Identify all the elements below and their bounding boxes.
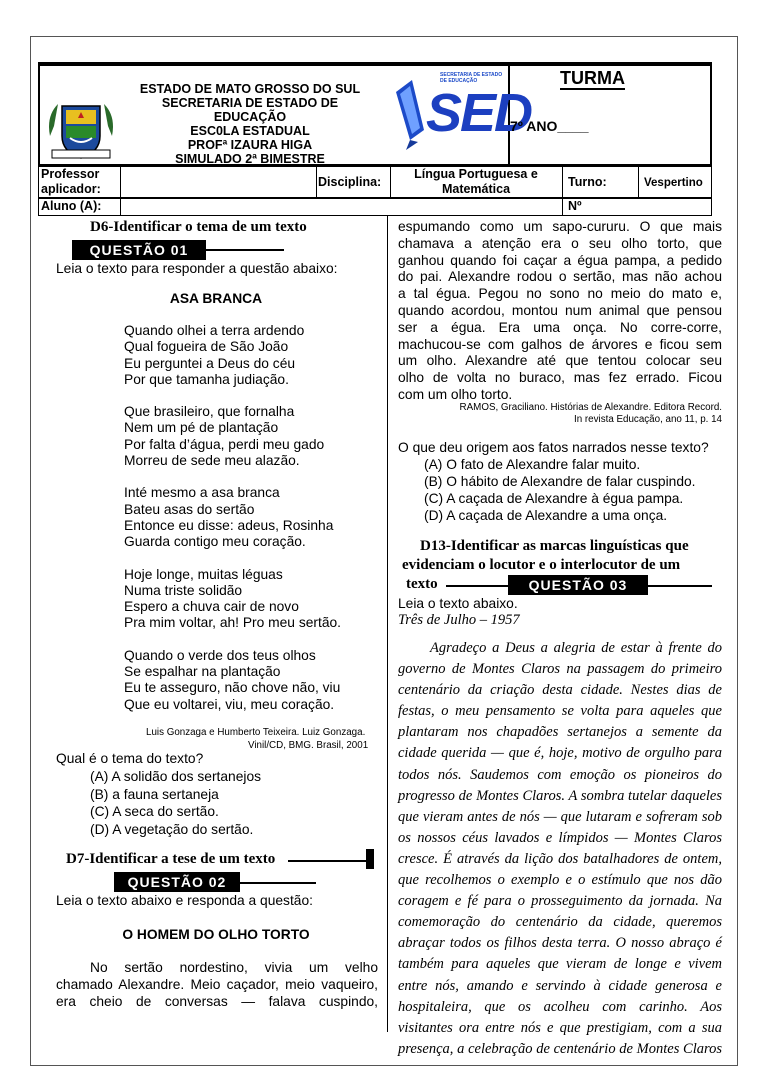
poem-source-2: Vinil/CD, BMG. Brasil, 2001 <box>248 740 369 751</box>
speech-line: cresce. É através da lição dos batalhadores de ontem, <box>398 850 722 867</box>
speech-line: hospitaleira, que os acolheu com carinho. Aos <box>398 998 722 1015</box>
poem-line: Guarda contigo meu coração. <box>124 534 306 550</box>
q2-question: O que deu origem aos fatos narrados nesse texto? <box>398 440 709 455</box>
poem-line: Nem um pé de plantação <box>124 420 279 436</box>
speech-line: festas, o meu pensamento se volta para aqueles que <box>398 703 722 720</box>
question-03-rule-right <box>648 585 712 587</box>
question-03-rule-left <box>446 585 508 587</box>
q1-option-a[interactable]: (A) A solidão dos sertanejos <box>90 769 262 784</box>
info-divider <box>562 166 563 198</box>
q1-instruction: Leia o texto para responder a questão abaixo: <box>56 261 338 276</box>
poem-line: Por que tamanha judiação. <box>124 371 289 387</box>
institution-line: ESC0LA ESTADUAL <box>190 124 310 138</box>
q2-option-c[interactable]: (C) A caçada de Alexandre à égua pampa. <box>424 491 684 506</box>
q2-option-b[interactable]: (B) O hábito de Alexandre de falar cuspindo. <box>424 474 696 489</box>
skill-d13-line3: texto <box>406 576 438 592</box>
speech-line: Agradeço a Deus a alegria de estar à frente do <box>430 640 722 656</box>
poem-line: Por falta d’água, perdi meu gado <box>124 436 325 452</box>
story-line: era cheio de conversas — falava cuspindo, <box>56 994 378 1009</box>
skill-d7-rule <box>288 860 368 862</box>
speech-line: abraçar todos os filhos desta terra. O nosso abraço é <box>398 935 722 952</box>
disciplina-value: Língua Portuguesa e Matemática <box>414 167 538 196</box>
poem-line: Morreu de sede meu alazão. <box>124 453 300 469</box>
sed-logo-text: SED <box>426 83 532 143</box>
question-01-rule <box>206 249 284 251</box>
story-line: olho de volta no buraco, mas fez errado. Ficou <box>398 370 722 386</box>
question-02-badge: QUESTÃO 02 <box>114 872 240 892</box>
skill-d13-line1: D13-Identificar as marcas linguísticas que <box>420 538 689 554</box>
poem-line: Que brasileiro, que fornalha <box>124 404 295 420</box>
aluno-divider <box>562 198 563 216</box>
speech-line: progresso de Montes Claros. A sombra tutelar daqueles <box>398 787 722 804</box>
question-01-badge: QUESTÃO 01 <box>72 240 206 260</box>
question-02-rule <box>240 882 316 884</box>
poem-line: Se espalhar na plantação <box>124 664 281 680</box>
poem-line: Quando o verde dos teus olhos <box>124 647 316 663</box>
aluno-field[interactable] <box>122 200 560 214</box>
poem <box>124 323 341 713</box>
column-divider <box>387 216 388 1032</box>
story-line: machucou-se com galhos de árvores e ficou sem <box>398 336 722 352</box>
story-line: No sertão nordestino, vivia um velho <box>90 960 378 975</box>
poem-line: Espero a chuva cair de novo <box>124 599 299 615</box>
q3-instruction: Leia o texto abaixo. <box>398 596 518 611</box>
speech-line: todos nós. Saudemos com emoção os pioneiros do <box>398 766 722 783</box>
story-left <box>56 959 378 1010</box>
disciplina-label: Disciplina: <box>318 175 382 189</box>
speech-line: entre nós, amando e servindo à cidade generosa e <box>398 977 722 994</box>
sed-logo-caption: SECRETARIA DE ESTADO DE EDUCAÇÃO <box>440 72 503 84</box>
poem-line: Eu perguntei a Deus do céu <box>124 355 296 371</box>
professor-label: Professor aplicador: <box>41 167 101 196</box>
story-line: ganhou quando foi caçar a égua pampa, a pedido <box>398 252 722 268</box>
story-line: ser a égua. Era uma onça. No corre-corre, <box>398 319 722 335</box>
poem-line: Bateu asas do sertão <box>124 501 255 517</box>
story-title: O HOMEM DO OLHO TORTO <box>122 927 310 942</box>
poem-source-1: Luis Gonzaga e Humberto Teixeira. Luiz Gonzaga. <box>146 727 366 738</box>
speech-line: centenário da criação desta cidade. Nestes dias de <box>398 682 722 699</box>
poem-title: ASA BRANCA <box>169 291 263 306</box>
story-line: espumando como um sapo-cururu. O que mais <box>398 219 722 234</box>
story-line: quando acordou, montou num animal que pensou <box>398 302 722 318</box>
numero-label: Nº <box>568 199 582 213</box>
institution-line: PROFª IZAURA HIGA <box>187 138 313 152</box>
poem-line: Hoje longe, muitas léguas <box>124 566 283 582</box>
skill-d13-line2: evidenciam o locutor e o interlocutor de um <box>402 557 681 573</box>
q2-option-a[interactable]: (A) O fato de Alexandre falar muito. <box>424 457 641 472</box>
poem-line: Inté mesmo a asa branca <box>124 485 280 501</box>
professor-field[interactable] <box>122 168 314 196</box>
speech-line: coragem e fé para o prosseguimento da jornada. Na <box>398 893 722 910</box>
q3-title: Três de Julho – 1957 <box>398 612 520 628</box>
speech-line: presença, a celebração de centenário de Montes Claros <box>398 1040 722 1057</box>
speech-line: plantaram nos chapadões sertanejos a semente da <box>398 724 722 741</box>
skill-d6: D6-Identificar o tema de um texto <box>90 219 307 235</box>
poem-line: Eu te asseguro, não chove não, viu <box>124 680 341 696</box>
story-source-1: RAMOS, Graciliano. Histórias de Alexandre. Editora Record. <box>459 402 722 413</box>
speech-line: que vieram antes de nós — que lutaram e sofreram sob <box>398 808 722 825</box>
q1-options <box>90 768 261 838</box>
speech-line: governo de Montes Claros na passagem do primeiro <box>398 661 722 678</box>
story-line: chamava a atenção era o seu olho torto, que <box>398 235 722 251</box>
info-divider <box>120 166 121 198</box>
story-source-2: In revista Educação, ano 11, p. 14 <box>574 414 722 425</box>
story-line: com um olho torto. <box>398 386 513 402</box>
speech-line: comemoração do centenário da cidade, queremos <box>398 914 722 931</box>
q1-option-c[interactable]: (C) A seca do sertão. <box>90 804 219 819</box>
poem-line: Qual fogueira de São João <box>124 339 289 355</box>
skill-d7: D7-Identificar a tese de um texto <box>66 851 276 867</box>
institution-line: SIMULADO 2ª BIMESTRE <box>175 152 325 166</box>
info-divider <box>638 166 639 198</box>
poem-line: Entonce eu disse: adeus, Rosinha <box>124 517 334 533</box>
question-03-badge: QUESTÃO 03 <box>508 575 648 595</box>
aluno-divider <box>120 198 121 216</box>
q2-instruction: Leia o texto abaixo e responda a questão: <box>56 893 313 908</box>
poem-line: Que eu voltarei, viu, meu coração. <box>124 696 335 712</box>
turma-label: TURMA <box>560 68 625 88</box>
story-line: a tal égua. Pegou no sono no meio do mato e, <box>398 286 722 302</box>
speech-line: também para aqueles que vieram de longe e vivem <box>398 956 722 973</box>
speech-line: cidade querida — que é, hoje, motivo de orgulho para <box>398 745 722 762</box>
story-line: do pai. Alexandre rodou o sertão, mas não achou <box>398 269 722 285</box>
speech-line: visitantes ora entre nós e que prestigiam, com a sua <box>398 1019 722 1036</box>
q1-question: Qual é o tema do texto? <box>56 751 204 766</box>
speech-line: que recolhemos o exemplo e o estímulo que nos dão <box>398 872 722 889</box>
q1-option-b[interactable]: (B) a fauna sertaneja <box>90 786 219 802</box>
turno-label: Turno: <box>568 175 607 189</box>
story-line: um olho. Alexandre até que tentou colocar seu <box>398 353 722 369</box>
ano-label: 7º ANO____ <box>510 118 589 134</box>
aluno-label: Aluno (A): <box>41 199 102 213</box>
q2-option-d[interactable]: (D) A caçada de Alexandre a uma onça. <box>424 508 668 523</box>
turno-value: Vespertino <box>644 177 703 189</box>
info-divider <box>316 166 317 198</box>
speech-text <box>398 638 722 1060</box>
institution-block <box>120 82 380 166</box>
speech-line: os nossos céus lavados e límpidos — Montes Claros <box>398 829 722 846</box>
institution-line: SECRETARIA DE ESTADO DE <box>161 96 339 110</box>
q1-option-d[interactable]: (D) A vegetação do sertão. <box>90 821 254 837</box>
poem-line: Quando olhei a terra ardendo <box>124 323 305 338</box>
skill-d7-rule-end <box>366 849 374 869</box>
institution-line: EDUCAÇÃO <box>213 110 287 124</box>
institution-line: ESTADO DE MATO GROSSO DO SUL <box>139 82 361 96</box>
sed-logo <box>390 70 532 155</box>
story-line: chamado Alexandre. Meio caçador, meio vaqueiro, <box>56 977 378 992</box>
poem-line: Pra mim voltar, ah! Pro meu sertão. <box>124 615 341 631</box>
story-right <box>398 219 722 404</box>
q2-options <box>424 456 696 524</box>
poem-line: Numa triste solidão <box>124 582 243 598</box>
state-crest-icon <box>44 96 118 162</box>
info-divider <box>390 166 391 198</box>
